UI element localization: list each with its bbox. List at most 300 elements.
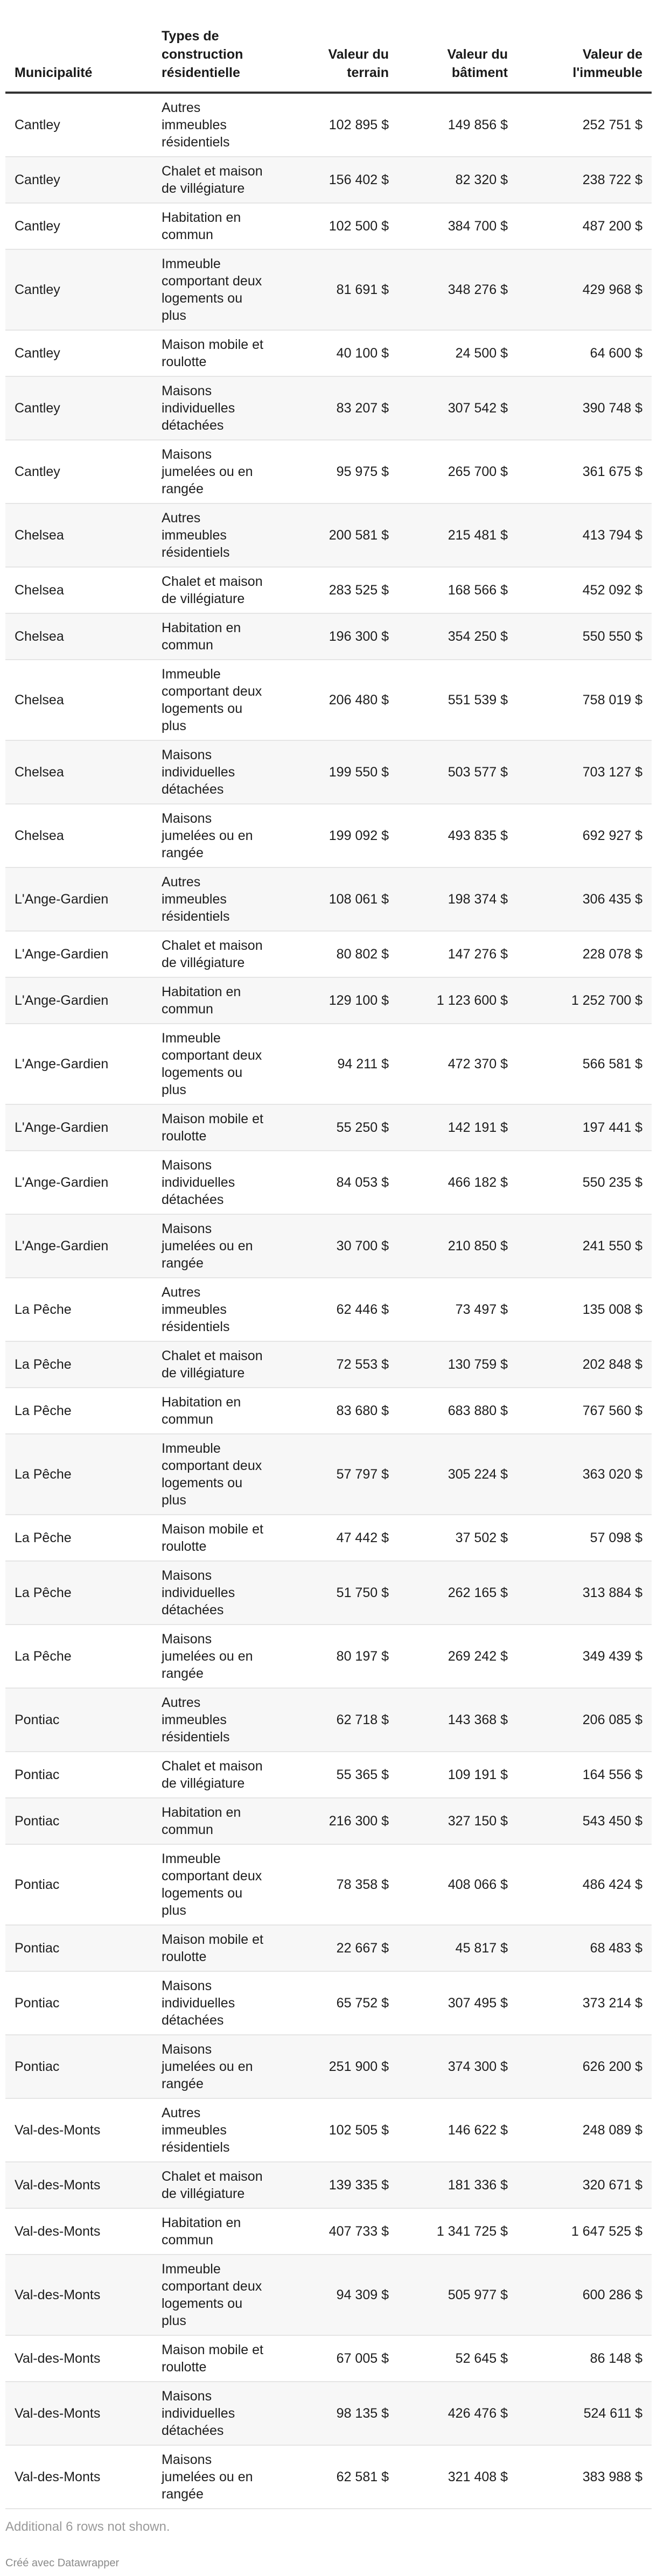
cell-property-value: 306 435 $ (582, 892, 642, 907)
table-row (5, 1278, 652, 1341)
cell-land-value: 62 581 $ (336, 2469, 389, 2484)
construction-type-label: Autres immeubles résidentiels (162, 874, 230, 924)
cell-land-value: 80 802 $ (336, 947, 389, 962)
table-row (5, 1561, 652, 1625)
cell-construction-type (152, 804, 289, 867)
cell-municipality: L'Ange-Gardien (15, 1238, 109, 1254)
cell-property-value: 86 148 $ (590, 2351, 642, 2366)
cell-building-value: 1 123 600 $ (436, 993, 508, 1008)
cell-land-value: 55 365 $ (336, 1767, 389, 1782)
cell-land-value: 83 680 $ (336, 1403, 389, 1418)
construction-type-label: Immeuble comportant deux logements ou plus (162, 2262, 262, 2328)
cell-construction-type (152, 1341, 289, 1388)
cell-property-value: 197 441 $ (582, 1120, 642, 1135)
table-row (5, 1798, 652, 1844)
construction-type-label: Maisons individuelles détachées (162, 383, 235, 433)
cell-land-value: 55 250 $ (336, 1120, 389, 1135)
cell-municipality: L'Ange-Gardien (15, 1175, 109, 1190)
cell-property-value: 206 085 $ (582, 1712, 642, 1727)
table-row (5, 1024, 652, 1104)
cell-property-value: 550 550 $ (582, 629, 642, 644)
cell-construction-type (152, 2208, 289, 2255)
construction-type-label: Maisons individuelles détachées (162, 2389, 235, 2438)
table-row (5, 867, 652, 931)
cell-municipality: Pontiac (15, 1996, 60, 2011)
cell-construction-type (152, 660, 289, 740)
construction-type-label: Immeuble comportant deux logements ou plus (162, 1441, 262, 1508)
cell-property-value: 238 722 $ (582, 172, 642, 187)
construction-type-label: Autres immeubles résidentiels (162, 100, 230, 150)
cell-building-value: 130 759 $ (448, 1357, 508, 1372)
header-row (5, 27, 652, 93)
cell-municipality: Cantley (15, 346, 60, 361)
cell-land-value: 81 691 $ (336, 282, 389, 297)
construction-type-label: Habitation en commun (162, 1395, 241, 1427)
construction-type-label: Chalet et maison de villégiature (162, 164, 263, 196)
table-row (5, 1925, 652, 1971)
construction-type-label: Maison mobile et roulotte (162, 1932, 263, 1964)
cell-construction-type (152, 2255, 289, 2335)
cell-building-value: 73 497 $ (455, 1302, 508, 1317)
cell-municipality: L'Ange-Gardien (15, 1120, 109, 1135)
cell-construction-type (152, 1688, 289, 1752)
cell-municipality: La Pêche (15, 1585, 72, 1600)
table-row (5, 804, 652, 867)
cell-land-value: 251 900 $ (328, 2059, 389, 2074)
cell-construction-type (152, 1925, 289, 1971)
cell-land-value: 67 005 $ (336, 2351, 389, 2366)
header-municipality[interactable]: Municipalité (15, 65, 93, 80)
cell-construction-type (152, 330, 289, 376)
cell-municipality: Chelsea (15, 629, 64, 644)
cell-building-value: 348 276 $ (448, 282, 508, 297)
cell-land-value: 40 100 $ (336, 346, 389, 361)
cell-building-value: 142 191 $ (448, 1120, 508, 1135)
cell-property-value: 703 127 $ (582, 765, 642, 780)
cell-construction-type (152, 203, 289, 249)
cell-property-value: 361 675 $ (582, 464, 642, 479)
construction-type-label: Autres immeubles résidentiels (162, 2105, 230, 2155)
table-row (5, 1844, 652, 1925)
construction-type-label: Maisons jumelées ou en rangée (162, 2042, 253, 2091)
cell-property-value: 452 092 $ (582, 583, 642, 598)
cell-construction-type (152, 1388, 289, 1434)
cell-land-value: 139 335 $ (328, 2178, 389, 2193)
cell-land-value: 199 092 $ (328, 828, 389, 843)
cell-land-value: 72 553 $ (336, 1357, 389, 1372)
cell-property-value: 228 078 $ (582, 947, 642, 962)
cell-municipality: Pontiac (15, 1941, 60, 1956)
cell-land-value: 62 446 $ (336, 1302, 389, 1317)
table-row (5, 1151, 652, 1214)
cell-building-value: 307 495 $ (448, 1996, 508, 2011)
construction-type-label: Chalet et maison de villégiature (162, 1348, 263, 1381)
construction-type-label: Maisons jumelées ou en rangée (162, 1221, 253, 1271)
cell-property-value: 767 560 $ (582, 1403, 642, 1418)
construction-type-label: Maison mobile et roulotte (162, 1522, 263, 1554)
cell-building-value: 505 977 $ (448, 2287, 508, 2302)
cell-building-value: 408 066 $ (448, 1877, 508, 1892)
cell-construction-type (152, 1752, 289, 1798)
cell-land-value: 78 358 $ (336, 1877, 389, 1892)
cell-construction-type (152, 1561, 289, 1625)
cell-land-value: 102 505 $ (328, 2123, 389, 2138)
rows-hidden-notice: Additional 6 rows not shown. (5, 2519, 170, 2534)
cell-land-value: 102 500 $ (328, 219, 389, 234)
table-row (5, 1515, 652, 1561)
cell-construction-type (152, 1798, 289, 1844)
cell-municipality: Pontiac (15, 1712, 60, 1727)
cell-building-value: 210 850 $ (448, 1238, 508, 1254)
cell-building-value: 262 165 $ (448, 1585, 508, 1600)
cell-municipality: L'Ange-Gardien (15, 892, 109, 907)
table-row (5, 1688, 652, 1752)
cell-land-value: 62 718 $ (336, 1712, 389, 1727)
cell-property-value: 692 927 $ (582, 828, 642, 843)
cell-construction-type (152, 1434, 289, 1515)
cell-building-value: 493 835 $ (448, 828, 508, 843)
table-row (5, 2445, 652, 2509)
cell-property-value: 566 581 $ (582, 1056, 642, 1072)
cell-building-value: 472 370 $ (448, 1056, 508, 1072)
table-row (5, 660, 652, 740)
construction-type-label: Habitation en commun (162, 984, 241, 1017)
cell-land-value: 98 135 $ (336, 2406, 389, 2421)
cell-municipality: La Pêche (15, 1467, 72, 1482)
cell-land-value: 196 300 $ (328, 629, 389, 644)
cell-building-value: 52 645 $ (455, 2351, 508, 2366)
table-body (5, 93, 652, 2509)
cell-land-value: 30 700 $ (336, 1238, 389, 1254)
cell-construction-type (152, 2098, 289, 2162)
datawrapper-credit[interactable]: Créé avec Datawrapper (5, 2557, 120, 2569)
construction-type-label: Maisons jumelées ou en rangée (162, 447, 253, 496)
cell-construction-type (152, 1104, 289, 1151)
table-row (5, 440, 652, 503)
cell-municipality: Pontiac (15, 1767, 60, 1782)
cell-municipality: L'Ange-Gardien (15, 1056, 109, 1072)
construction-type-label: Autres immeubles résidentiels (162, 510, 230, 560)
cell-property-value: 135 008 $ (582, 1302, 642, 1317)
table-row (5, 1214, 652, 1278)
cell-construction-type (152, 613, 289, 660)
cell-land-value: 200 581 $ (328, 528, 389, 543)
cell-building-value: 321 408 $ (448, 2469, 508, 2484)
cell-municipality: Val-des-Monts (15, 2178, 101, 2193)
construction-type-label: Maisons individuelles détachées (162, 1978, 235, 2028)
cell-municipality: La Pêche (15, 1530, 72, 1545)
cell-municipality: Chelsea (15, 828, 64, 843)
cell-land-value: 57 797 $ (336, 1467, 389, 1482)
construction-type-label: Chalet et maison de villégiature (162, 1759, 263, 1791)
cell-property-value: 487 200 $ (582, 219, 642, 234)
cell-property-value: 758 019 $ (582, 692, 642, 708)
cell-land-value: 94 211 $ (337, 1056, 389, 1072)
table-row (5, 1625, 652, 1688)
cell-municipality: Val-des-Monts (15, 2469, 101, 2484)
table-row (5, 2335, 652, 2382)
construction-type-label: Maisons individuelles détachées (162, 1158, 235, 1207)
cell-municipality: Chelsea (15, 583, 64, 598)
cell-municipality: Val-des-Monts (15, 2224, 101, 2239)
cell-municipality: Chelsea (15, 765, 64, 780)
cell-building-value: 149 856 $ (448, 117, 508, 132)
table-row (5, 1341, 652, 1388)
cell-building-value: 181 336 $ (448, 2178, 508, 2193)
cell-building-value: 1 341 725 $ (436, 2224, 508, 2239)
cell-building-value: 198 374 $ (448, 892, 508, 907)
table-row (5, 1388, 652, 1434)
table-row (5, 567, 652, 613)
table-row (5, 613, 652, 660)
cell-construction-type (152, 157, 289, 203)
table-row (5, 249, 652, 330)
cell-building-value: 426 476 $ (448, 2406, 508, 2421)
cell-land-value: 80 197 $ (336, 1649, 389, 1664)
cell-land-value: 108 061 $ (328, 892, 389, 907)
cell-construction-type (152, 376, 289, 440)
table-row (5, 1104, 652, 1151)
table-row (5, 740, 652, 804)
cell-property-value: 383 988 $ (582, 2469, 642, 2484)
cell-construction-type (152, 503, 289, 567)
cell-municipality: Cantley (15, 282, 60, 297)
table-row (5, 1752, 652, 1798)
cell-property-value: 373 214 $ (582, 1996, 642, 2011)
construction-type-label: Maison mobile et roulotte (162, 1111, 263, 1144)
cell-construction-type (152, 1844, 289, 1925)
construction-type-label: Maison mobile et roulotte (162, 337, 263, 369)
construction-type-label: Chalet et maison de villégiature (162, 2169, 263, 2201)
cell-property-value: 413 794 $ (582, 528, 642, 543)
cell-municipality: L'Ange-Gardien (15, 947, 109, 962)
cell-municipality: Cantley (15, 172, 60, 187)
cell-property-value: 524 611 $ (583, 2406, 642, 2421)
cell-municipality: Pontiac (15, 1877, 60, 1892)
cell-municipality: La Pêche (15, 1403, 72, 1418)
cell-building-value: 466 182 $ (448, 1175, 508, 1190)
construction-type-label: Habitation en commun (162, 620, 241, 653)
cell-building-value: 683 880 $ (448, 1403, 508, 1418)
cell-municipality: Pontiac (15, 1814, 60, 1829)
cell-land-value: 47 442 $ (336, 1530, 389, 1545)
table-row (5, 203, 652, 249)
table-row (5, 376, 652, 440)
table-row (5, 330, 652, 376)
cell-municipality: Val-des-Monts (15, 2351, 101, 2366)
table-row (5, 1434, 652, 1515)
cell-construction-type (152, 2335, 289, 2382)
cell-property-value: 64 600 $ (590, 346, 642, 361)
cell-building-value: 265 700 $ (448, 464, 508, 479)
cell-construction-type (152, 2445, 289, 2509)
cell-property-value: 313 884 $ (582, 1585, 642, 1600)
cell-building-value: 354 250 $ (448, 629, 508, 644)
cell-municipality: Cantley (15, 401, 60, 416)
cell-construction-type (152, 1971, 289, 2035)
table-row (5, 931, 652, 977)
cell-land-value: 407 733 $ (328, 2224, 389, 2239)
cell-building-value: 215 481 $ (448, 528, 508, 543)
cell-construction-type (152, 740, 289, 804)
table-row (5, 1971, 652, 2035)
table-row (5, 2208, 652, 2255)
cell-construction-type (152, 1214, 289, 1278)
construction-type-label: Autres immeubles résidentiels (162, 1695, 230, 1745)
construction-type-label: Immeuble comportant deux logements ou plus (162, 1031, 262, 1097)
table-row (5, 2382, 652, 2445)
table-header (5, 27, 652, 93)
cell-construction-type (152, 2162, 289, 2208)
cell-building-value: 384 700 $ (448, 219, 508, 234)
cell-municipality: Cantley (15, 219, 60, 234)
cell-building-value: 168 566 $ (448, 583, 508, 598)
construction-type-label: Maisons individuelles détachées (162, 747, 235, 797)
table-row (5, 503, 652, 567)
table-row (5, 2035, 652, 2098)
cell-municipality: La Pêche (15, 1357, 72, 1372)
construction-type-label: Maisons jumelées ou en rangée (162, 2452, 253, 2502)
cell-building-value: 503 577 $ (448, 765, 508, 780)
header-building-value[interactable]: Valeur du bâtiment (447, 47, 508, 80)
construction-type-label: Maisons individuelles détachées (162, 1568, 235, 1618)
cell-building-value: 305 224 $ (448, 1467, 508, 1482)
cell-construction-type (152, 1151, 289, 1214)
cell-land-value: 94 309 $ (336, 2287, 389, 2302)
construction-type-label: Habitation en commun (162, 210, 241, 242)
cell-building-value: 24 500 $ (455, 346, 508, 361)
cell-building-value: 45 817 $ (455, 1941, 508, 1956)
cell-property-value: 252 751 $ (582, 117, 642, 132)
cell-land-value: 22 667 $ (336, 1941, 389, 1956)
construction-type-label: Chalet et maison de villégiature (162, 938, 263, 970)
cell-municipality: Pontiac (15, 2059, 60, 2074)
construction-type-label: Maison mobile et roulotte (162, 2342, 263, 2375)
table-row (5, 2255, 652, 2335)
header-land-value[interactable]: Valeur du terrain (328, 47, 389, 80)
cell-land-value: 95 975 $ (336, 464, 389, 479)
cell-property-value: 626 200 $ (582, 2059, 642, 2074)
cell-building-value: 109 191 $ (448, 1767, 508, 1782)
cell-building-value: 551 539 $ (448, 692, 508, 708)
table-row (5, 157, 652, 203)
cell-construction-type (152, 977, 289, 1024)
cell-property-value: 550 235 $ (582, 1175, 642, 1190)
cell-construction-type (152, 1515, 289, 1561)
cell-building-value: 327 150 $ (448, 1814, 508, 1829)
cell-land-value: 156 402 $ (328, 172, 389, 187)
cell-property-value: 164 556 $ (582, 1767, 642, 1782)
cell-property-value: 248 089 $ (582, 2123, 642, 2138)
cell-building-value: 37 502 $ (455, 1530, 508, 1545)
cell-municipality: Chelsea (15, 692, 64, 708)
cell-property-value: 320 671 $ (582, 2178, 642, 2193)
cell-property-value: 241 550 $ (582, 1238, 642, 1254)
construction-type-label: Immeuble comportant deux logements ou plus (162, 1851, 262, 1918)
cell-municipality: Val-des-Monts (15, 2406, 101, 2421)
construction-type-label: Immeuble comportant deux logements ou plus (162, 256, 262, 323)
cell-municipality: Cantley (15, 117, 60, 132)
cell-construction-type (152, 931, 289, 977)
cell-construction-type (152, 867, 289, 931)
cell-municipality: Cantley (15, 464, 60, 479)
cell-land-value: 83 207 $ (336, 401, 389, 416)
construction-type-label: Habitation en commun (162, 2215, 241, 2248)
construction-type-label: Autres immeubles résidentiels (162, 1285, 230, 1334)
cell-construction-type (152, 93, 289, 157)
cell-building-value: 374 300 $ (448, 2059, 508, 2074)
construction-type-label: Habitation en commun (162, 1805, 241, 1837)
cell-property-value: 1 647 525 $ (571, 2224, 642, 2239)
data-table-container (5, 27, 652, 2509)
cell-land-value: 206 480 $ (328, 692, 389, 708)
cell-property-value: 429 968 $ (582, 282, 642, 297)
cell-construction-type (152, 1625, 289, 1688)
cell-land-value: 199 550 $ (328, 765, 389, 780)
cell-land-value: 102 895 $ (328, 117, 389, 132)
cell-construction-type (152, 440, 289, 503)
cell-municipality: Val-des-Monts (15, 2123, 101, 2138)
cell-property-value: 390 748 $ (582, 401, 642, 416)
table-row (5, 2162, 652, 2208)
construction-type-label: Maisons jumelées ou en rangée (162, 811, 253, 860)
cell-building-value: 147 276 $ (448, 947, 508, 962)
cell-building-value: 143 368 $ (448, 1712, 508, 1727)
cell-building-value: 82 320 $ (455, 172, 508, 187)
cell-property-value: 349 439 $ (582, 1649, 642, 1664)
cell-property-value: 363 020 $ (582, 1467, 642, 1482)
cell-construction-type (152, 1024, 289, 1104)
construction-type-label: Immeuble comportant deux logements ou plus (162, 667, 262, 733)
cell-construction-type (152, 2035, 289, 2098)
cell-land-value: 129 100 $ (328, 993, 389, 1008)
header-property-value[interactable]: Valeur de l'immeuble (572, 47, 642, 80)
construction-type-label: Chalet et maison de villégiature (162, 574, 263, 606)
cell-construction-type (152, 249, 289, 330)
cell-construction-type (152, 567, 289, 613)
cell-property-value: 543 450 $ (582, 1814, 642, 1829)
table-row (5, 977, 652, 1024)
header-type-label: Types de construction résidentielle (162, 29, 243, 80)
construction-type-label: Maisons jumelées ou en rangée (162, 1632, 253, 1681)
cell-land-value: 283 525 $ (328, 583, 389, 598)
cell-land-value: 51 750 $ (336, 1585, 389, 1600)
cell-municipality: La Pêche (15, 1649, 72, 1664)
cell-land-value: 84 053 $ (336, 1175, 389, 1190)
cell-municipality: La Pêche (15, 1302, 72, 1317)
header-type[interactable] (152, 27, 289, 93)
cell-land-value: 65 752 $ (336, 1996, 389, 2011)
cell-property-value: 1 252 700 $ (571, 993, 642, 1008)
cell-building-value: 307 542 $ (448, 401, 508, 416)
cell-property-value: 57 098 $ (590, 1530, 642, 1545)
table-row (5, 93, 652, 157)
cell-property-value: 600 286 $ (582, 2287, 642, 2302)
cell-property-value: 486 424 $ (582, 1877, 642, 1892)
cell-property-value: 68 483 $ (590, 1941, 642, 1956)
cell-building-value: 146 622 $ (448, 2123, 508, 2138)
cell-building-value: 269 242 $ (448, 1649, 508, 1664)
cell-property-value: 202 848 $ (582, 1357, 642, 1372)
cell-municipality: Chelsea (15, 528, 64, 543)
data-table (5, 27, 652, 2509)
cell-municipality: L'Ange-Gardien (15, 993, 109, 1008)
cell-land-value: 216 300 $ (328, 1814, 389, 1829)
cell-municipality: Val-des-Monts (15, 2287, 101, 2302)
cell-construction-type (152, 2382, 289, 2445)
cell-construction-type (152, 1278, 289, 1341)
table-row (5, 2098, 652, 2162)
